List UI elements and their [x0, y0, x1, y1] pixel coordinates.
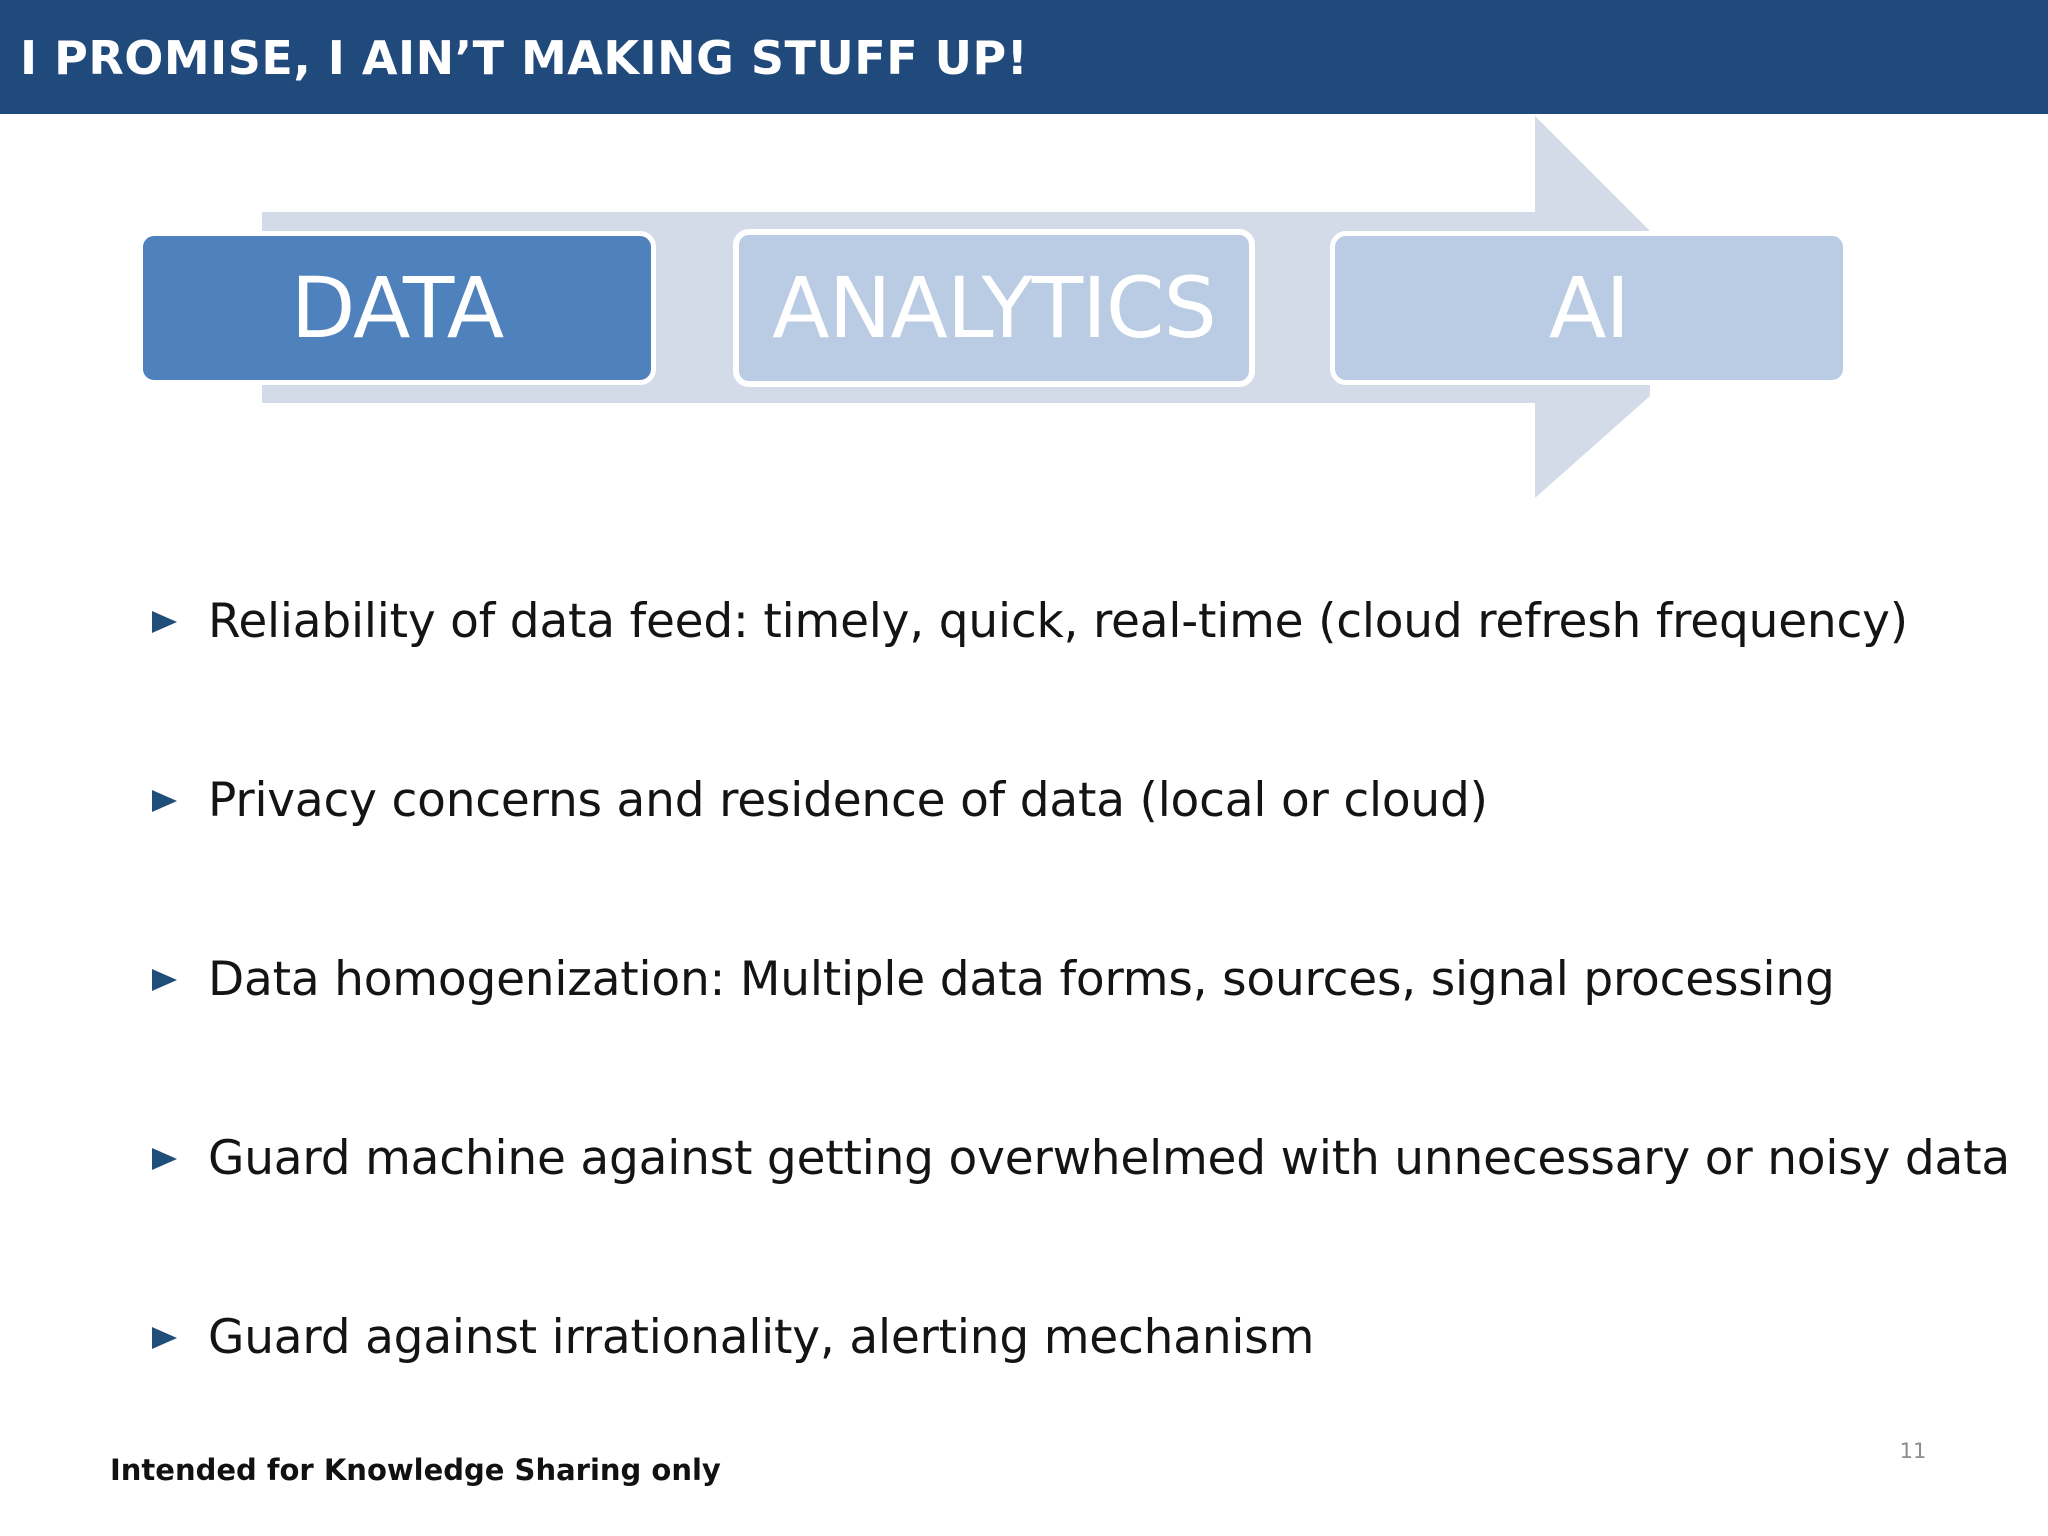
bullet-text: Guard against irrationality, alerting mechanism	[208, 1310, 1315, 1365]
triangle-bullet-icon	[150, 1326, 178, 1350]
bullet-item	[150, 766, 1488, 836]
triangle-bullet-icon	[150, 789, 178, 813]
triangle-bullet-icon	[150, 1147, 178, 1171]
triangle-bullet-icon	[150, 610, 178, 634]
bullet-item	[150, 1303, 1314, 1373]
stage-analytics-label: ANALYTICS	[772, 259, 1216, 357]
bullet-text: Reliability of data feed: timely, quick, real-time (cloud refresh frequency)	[208, 594, 1908, 649]
footer-note: Intended for Knowledge Sharing only	[110, 1453, 721, 1487]
stage-data-label: DATA	[290, 259, 504, 357]
bullet-item	[150, 945, 1835, 1015]
bullet-item	[150, 587, 1908, 657]
stage-ai-label: AI	[1548, 259, 1630, 357]
page-number: 11	[1899, 1439, 1927, 1463]
bullet-text: Privacy concerns and residence of data (local or cloud)	[208, 773, 1488, 828]
bullet-text: Guard machine against getting overwhelmed with unnecessary or noisy data	[208, 1131, 2010, 1186]
slide-title: I PROMISE, I AIN’T MAKING STUFF UP!	[20, 31, 1029, 85]
bullet-item	[150, 1124, 2010, 1194]
bullet-text: Data homogenization: Multiple data forms, sources, signal processing	[208, 952, 1835, 1007]
triangle-bullet-icon	[150, 968, 178, 992]
